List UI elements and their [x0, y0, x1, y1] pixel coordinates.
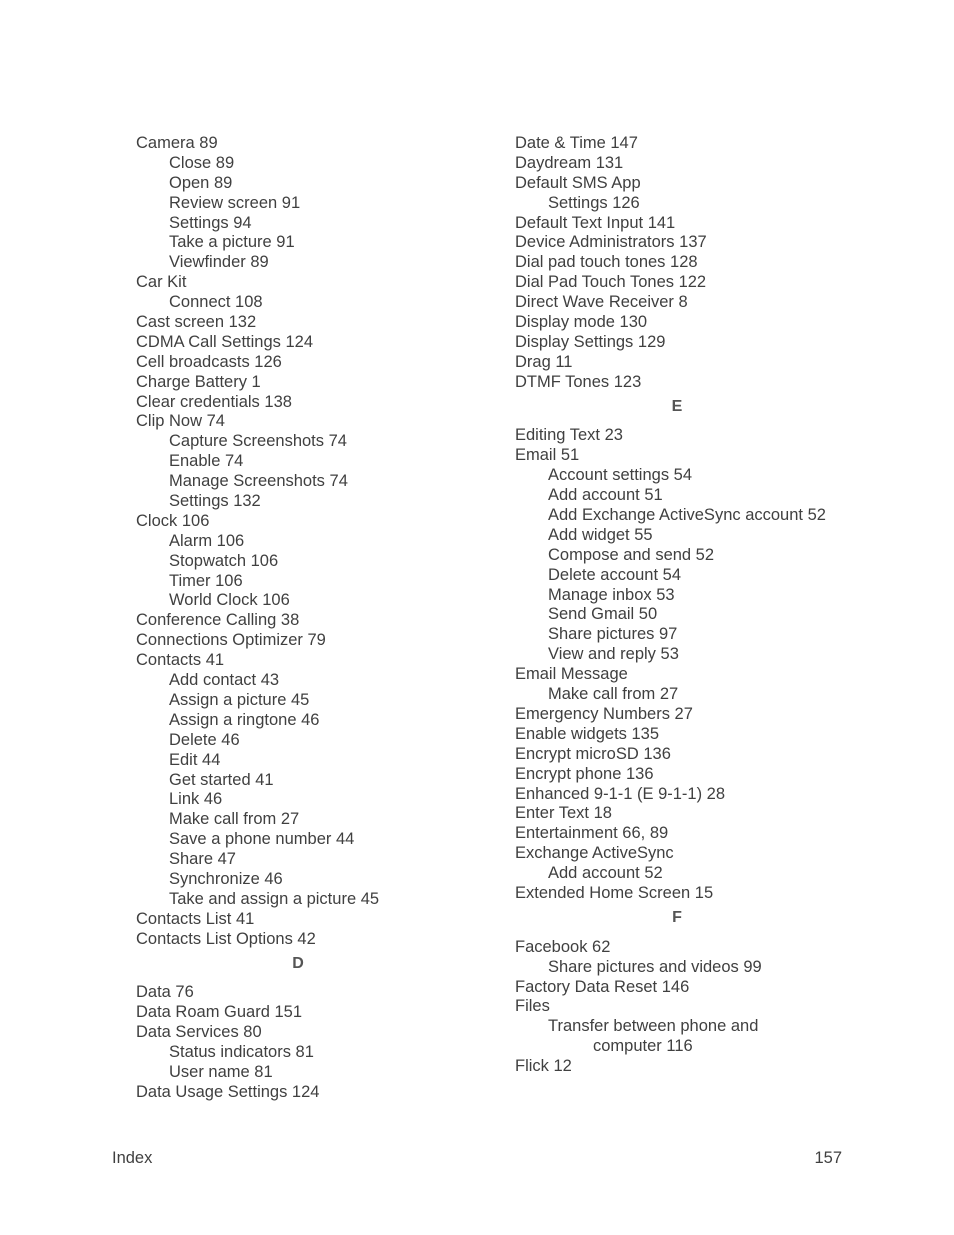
index-entry: Clip Now 74: [136, 412, 225, 431]
index-entry: CDMA Call Settings 124: [136, 332, 313, 351]
index-entry: Emergency Numbers 27: [515, 704, 693, 723]
index-subentry: Save a phone number 44: [169, 830, 355, 849]
index-subentry: World Clock 106: [169, 591, 290, 610]
index-entry: Data Roam Guard 151: [136, 1003, 303, 1022]
index-subentry: Get started 41: [169, 770, 274, 789]
index-subentry: Assign a ringtone 46: [169, 710, 320, 729]
index-subentry: Viewfinder 89: [169, 253, 269, 272]
index-subentry: User name 81: [169, 1062, 273, 1081]
index-subentry: Send Gmail 50: [548, 605, 658, 624]
index-entry: Dial pad touch tones 128: [515, 253, 698, 272]
index-entry: Enter Text 18: [515, 804, 612, 823]
index-subentry: Alarm 106: [169, 531, 245, 550]
index-subentry: Status indicators 81: [169, 1043, 314, 1062]
index-subentry: Link 46: [169, 790, 223, 809]
index-subentry: Close 89: [169, 153, 235, 172]
index-subentry: Account settings 54: [548, 466, 693, 485]
index-subentry: Settings 94: [169, 213, 252, 232]
index-subentry: Transfer between phone and: [548, 1017, 759, 1036]
index-entry: Clear credentials 138: [136, 392, 292, 411]
index-entry: Encrypt phone 136: [515, 764, 654, 783]
index-subentry: Edit 44: [169, 750, 221, 769]
index-subentry: Delete 46: [169, 730, 240, 749]
index-subentry: Manage Screenshots 74: [169, 472, 348, 491]
index-subentry: Connect 108: [169, 293, 263, 312]
index-subentry: computer 116: [593, 1037, 693, 1056]
index-entry: Encrypt microSD 136: [515, 744, 671, 763]
index-entry: Flick 12: [515, 1057, 572, 1076]
index-entry: Clock 106: [136, 511, 210, 530]
index-entry: Date & Time 147: [515, 134, 638, 152]
index-entry: Data Services 80: [136, 1023, 262, 1042]
index-subentry: Take and assign a picture 45: [169, 889, 380, 908]
index-entry: Display Settings 129: [515, 332, 666, 351]
index-entry: Contacts List Options 42: [136, 929, 316, 948]
index-entry: Connections Optimizer 79: [136, 631, 326, 650]
index-subentry: Capture Screenshots 74: [169, 432, 347, 451]
index-entry: Facebook 62: [515, 937, 611, 956]
index-entry: Drag 11: [515, 352, 573, 371]
index-subentry: Review screen 91: [169, 193, 301, 212]
index-subentry: Assign a picture 45: [169, 690, 310, 709]
index-entry: Data 76: [136, 983, 194, 1002]
index-entry: Cell broadcasts 126: [136, 352, 282, 371]
index-column-right: [515, 134, 895, 1077]
index-entry: Email 51: [515, 446, 580, 465]
index-entry: Factory Data Reset 146: [515, 977, 690, 996]
index-letter-heading: D: [292, 954, 304, 972]
index-subentry: Share pictures 97: [548, 625, 678, 644]
index-subentry: Manage inbox 53: [548, 585, 675, 604]
index-column-left: [136, 134, 516, 1103]
index-entry: Editing Text 23: [515, 426, 623, 445]
index-subentry: Share 47: [169, 850, 236, 869]
index-subentry: Settings 126: [548, 193, 640, 212]
index-subentry: Compose and send 52: [548, 545, 715, 564]
index-entry: Daydream 131: [515, 153, 624, 172]
index-subentry: Share pictures and videos 99: [548, 957, 762, 976]
index-entry: Car Kit: [136, 273, 187, 292]
index-subentry: Enable 74: [169, 452, 244, 471]
index-entry: Charge Battery 1: [136, 372, 261, 391]
index-letter-heading: E: [671, 397, 683, 415]
index-entry: Contacts List 41: [136, 909, 255, 928]
index-entry: Extended Home Screen 15: [515, 883, 714, 902]
index-entry: Contacts 41: [136, 651, 225, 670]
index-entry: Exchange ActiveSync: [515, 844, 674, 863]
index-subentry: Settings 132: [169, 492, 261, 511]
index-entry: Enhanced 9-1-1 (E 9-1-1) 28: [515, 784, 726, 803]
footer-section-label: Index: [112, 1149, 153, 1167]
index-subentry: Take a picture 91: [169, 233, 295, 252]
index-entry: Conference Calling 38: [136, 611, 300, 630]
index-entry: Data Usage Settings 124: [136, 1082, 320, 1101]
index-subentry: Make call from 27: [169, 810, 300, 829]
index-entry: Display mode 130: [515, 313, 648, 332]
index-entry: Enable widgets 135: [515, 724, 660, 743]
index-subentry: Add Exchange ActiveSync account 52: [548, 506, 826, 525]
index-subentry: Add contact 43: [169, 671, 280, 690]
index-subentry: Make call from 27: [548, 685, 679, 704]
index-subentry: Open 89: [169, 173, 233, 192]
index-entry: Default SMS App: [515, 173, 641, 192]
index-entry: Direct Wave Receiver 8: [515, 293, 688, 312]
footer-page-number: 157: [814, 1149, 842, 1167]
index-entry: Cast screen 132: [136, 313, 257, 332]
index-entry: Email Message: [515, 665, 628, 684]
index-subentry: Add account 51: [548, 486, 663, 505]
index-subentry: Stopwatch 106: [169, 551, 279, 570]
index-subentry: Synchronize 46: [169, 869, 283, 888]
index-subentry: Add account 52: [548, 864, 663, 883]
index-entry: Dial Pad Touch Tones 122: [515, 273, 707, 292]
index-subentry: Timer 106: [169, 571, 243, 590]
index-entry: Camera 89: [136, 134, 218, 152]
index-subentry: Add widget 55: [548, 525, 653, 544]
index-entry: Default Text Input 141: [515, 213, 676, 232]
index-subentry: View and reply 53: [548, 645, 679, 664]
index-entry: Files: [515, 997, 550, 1016]
index-subentry: Delete account 54: [548, 565, 682, 584]
index-entry: Device Administrators 137: [515, 233, 707, 252]
index-entry: Entertainment 66, 89: [515, 824, 669, 843]
index-letter-heading: F: [672, 908, 682, 926]
index-entry: DTMF Tones 123: [515, 372, 642, 391]
